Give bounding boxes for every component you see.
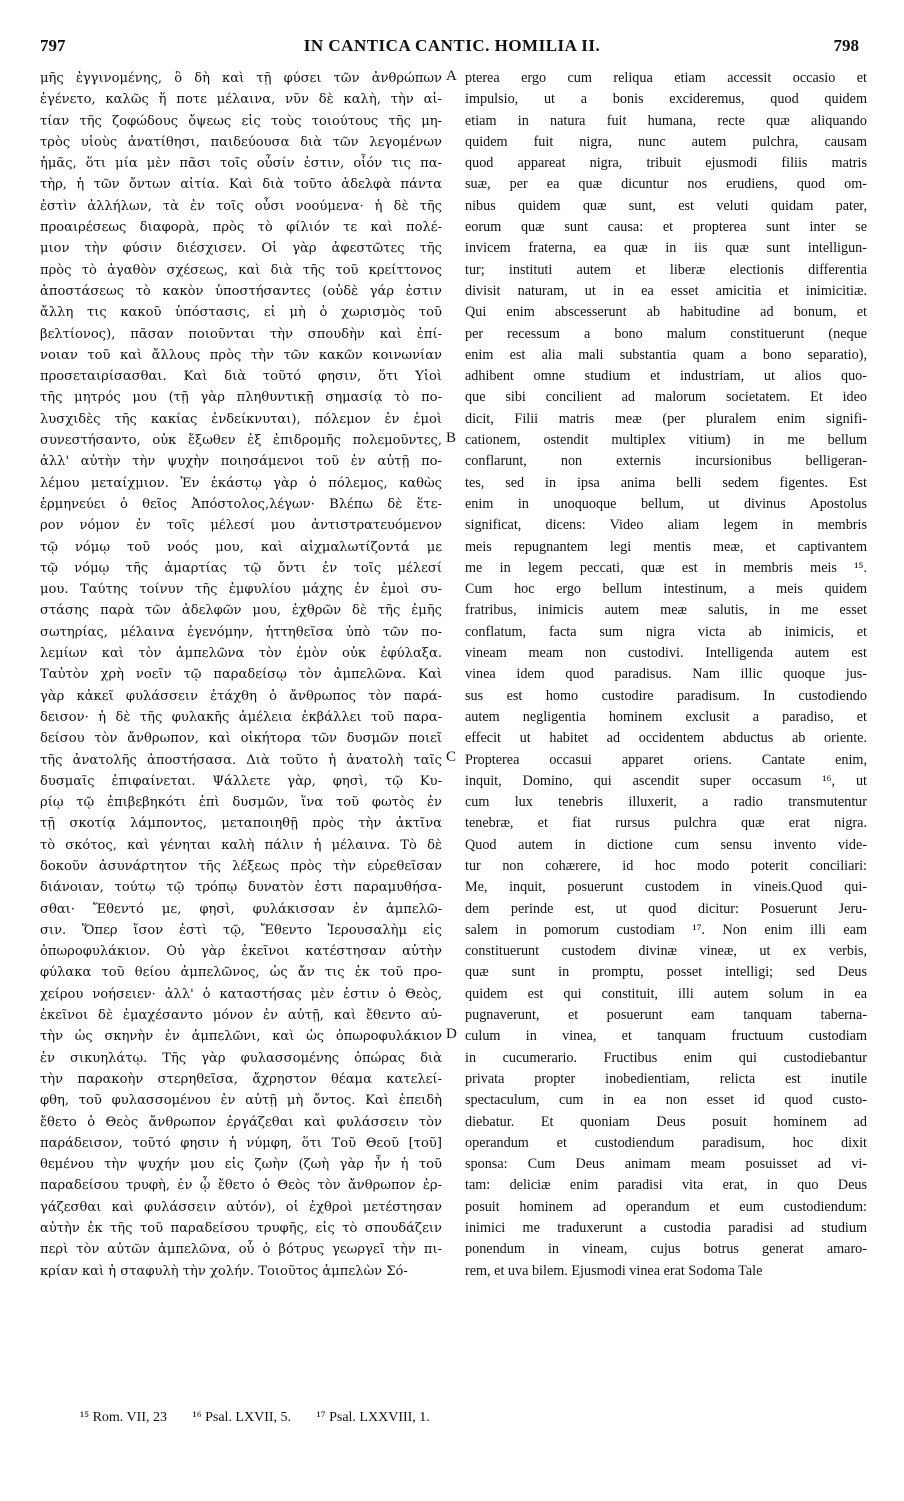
latin-text-line: quidem fuit nigra, nunc autem pulchra, causam: [465, 133, 867, 150]
greek-text-line: τὸ σκότος, καὶ γένηται καλὴ πάλιν ἡ μέλαινα. Τὸ δὲ: [40, 837, 442, 853]
latin-text-line: inquit, Domino, qui ascendit super occasum ¹⁶, ut: [465, 772, 867, 789]
latin-text-line: tes, sed in ipsa anima belli sedem figentes. Est: [465, 474, 867, 491]
greek-text-line: βελτίονος), πᾶσαν ποιοῦνται τὴν σπουδὴν καὶ ἐπί-: [40, 326, 442, 342]
greek-text-line: μου. Ταύτης τοίνυν τῆς ἐμφυλίου μάχης ἐν ἐμοὶ συ-: [40, 582, 442, 598]
footnote-16: ¹⁶ Psal. LXVII, 5.: [192, 1410, 292, 1425]
latin-text-line: enim in unoquoque bellum, ut divinus Apostolus: [465, 495, 867, 512]
greek-text-line: ἑρμηνεύει ὁ θεῖος Ἀπόστολος,λέγων· Βλέπω δὲ ἕτε-: [40, 496, 442, 512]
greek-text-line: διάνοιαν, τούτῳ τῷ τρόπῳ δυνατὸν ἐστι παραμυθήσα-: [40, 880, 442, 896]
latin-text-line: meis repugnantem legi mentis meæ, et captivantem: [465, 538, 867, 555]
latin-text-line: cationem, ostendit multiplex vitium) in me bellum: [465, 432, 867, 449]
greek-text-line: περὶ τὸν αὐτῶν ἀμπελῶνα, οὗ ὁ βότρυς γεωργεῖ τὴν πι-: [40, 1242, 442, 1258]
greek-text-line: σωτηρίας, μέλαινα ἐγενόμην, ἡττηθεῖσα ὑπὸ τῶν πο-: [40, 624, 442, 640]
greek-text-line: νοιαν τοῦ καὶ ἄλλους πρὸς τὴν τῶν κακῶν κοινωνίαν: [40, 347, 442, 363]
page-number-left: 797: [40, 36, 66, 55]
greek-text-line: δείσου τὸν ἄνθρωπον, καὶ οἰκήτορα τῶν δυσμῶν ποιεῖ: [40, 731, 442, 747]
greek-text-line: μῆς ἐγγινομένης, ὃ δὴ καὶ τῇ φύσει τῶν ἀνθρώπων: [40, 71, 442, 86]
footnote-17: ¹⁷ Psal. LXXVIII, 1.: [316, 1410, 430, 1425]
latin-text-line: diebatur. Et quoniam Deus posuit hominem ad: [465, 1113, 867, 1130]
latin-text-line: quidem est qui constituit, illi autem solum in ea: [465, 985, 867, 1002]
latin-text-line: Propterea occasui apparet oriens. Cantate enim,: [465, 751, 867, 768]
greek-text-line: χείρου νοήσειεν· ἀλλ' ὁ καταστήσας μὲν ἐστιν ὁ Θεὸς,: [40, 986, 442, 1002]
latin-text-line: vinea idem quod paradisus. Nam illic quoque jus-: [465, 666, 867, 683]
greek-text-line: τῆς μητρός μου (τῇ γὰρ πληθυντικῇ σημασίᾳ τὸ πο-: [40, 390, 442, 406]
greek-text-line: τῇ σκοτίᾳ λάμποντος, μεταποιηθῇ πρὸς τὴν ἀκτῖνα: [40, 816, 442, 832]
greek-text-line: φθη, τοῦ φυλασσομένου ἐν αὐτῇ μὴ ὄντος. Καὶ ἐπειδὴ: [40, 1093, 442, 1109]
latin-text-line: invicem fraterna, ea quæ in iis quæ sunt intelligun-: [465, 240, 867, 257]
latin-text-line: tur non cohærere, id hoc modo poterit conciliari:: [465, 857, 867, 874]
section-marker-d: D: [446, 1026, 457, 1042]
latin-text-line: Cum hoc ergo bellum intestinum, a meis quidem: [465, 581, 867, 598]
latin-text-line: que sibi concilient ad malorum societatem. Et ideo: [465, 389, 867, 406]
greek-text-line: τρὸς υἱοὺς ἀνατίθησι, παιδεύουσα διὰ τῶν λεγομένων: [40, 134, 442, 150]
greek-text-line: λεμίων καὶ τὸν ἀμπελῶνα τὸν ἐμὸν οὐκ ἐφύλαξα.: [40, 646, 442, 662]
latin-text-line: tur; instituti autem et liberæ electionis differentia: [465, 261, 867, 278]
greek-text-line: αὐτὴν ἐκ τῆς τοῦ παραδείσου τρυφῆς, εἰς τὸ σπουδάζειν: [40, 1221, 442, 1237]
greek-text-line: ρον νόμον ἐν τοῖς μέλεσί μου ἀντιστρατευόμενον: [40, 518, 442, 534]
running-title: IN CANTICA CANTIC. HOMILIA II.: [303, 36, 601, 55]
latin-text-line: conflarunt, non externis incursionibus belligeran-: [465, 453, 867, 470]
greek-text-line: τὴν παρακοὴν στερηθεῖσα, ἄχρηστον θέαμα κατελεί-: [40, 1071, 442, 1087]
greek-text-line: παράδεισον, τοῦτό φησιν ἡ νύμφη, ὅτι Τοῦ Θεοῦ [τοῦ]: [40, 1135, 442, 1151]
latin-text-line: fratribus, inimicis autem meæ salutis, in me esset: [465, 602, 867, 619]
greek-text-line: σιν. Ὅπερ ἴσον ἐστὶ τῷ, Ἔθεντο Ἰερουσαλὴμ εἰς: [40, 922, 442, 938]
greek-text-line: δεισον· ἡ δὲ τῆς φυλακῆς ἀμέλεια ἐκβάλλει τοῦ παρα-: [40, 709, 442, 725]
footnotes: [80, 1410, 452, 1426]
greek-text-line: Ταὐτὸν χρὴ νοεῖν τῷ παραδείσῳ τὸν ἀμπελῶνα. Καὶ: [40, 667, 442, 683]
greek-text-line: λυσχιδὲς τῆς κακίας ἐνδείκνυται), πόλεμον ἐν ἐμοὶ: [40, 411, 442, 427]
latin-text-line: sponsa: Cum Deus animam meam posuisset ad vi-: [465, 1156, 867, 1173]
page-number-right: 798: [833, 36, 859, 55]
latin-text-line: suæ, per ea quæ dicuntur nos erudiens, quod om-: [465, 176, 867, 193]
section-marker-b: B: [446, 430, 457, 446]
latin-text-line: dicit, Filii matris meæ (per pluralem enim signifi-: [465, 410, 867, 427]
greek-column: [40, 68, 442, 1282]
latin-text-line: per recessum a bono malum constituerunt (neque: [465, 325, 867, 342]
latin-text-line: conflatum, facta sum nigra victa ab inimicis, et: [465, 623, 867, 640]
greek-text-line: δοκοῦν ἀσυνάρτητον τῆς λέξεως πρὸς τὴν εὑρεθεῖσαν: [40, 858, 442, 874]
section-marker-c: C: [446, 749, 457, 765]
greek-text-line: προσεταιρίσασθαι. Καὶ διὰ τοῦτό φησιν, ὅτι Υἱοὶ: [40, 369, 442, 385]
latin-text-line: autem negligentia hominem exclusit a paradiso, et: [465, 708, 867, 725]
latin-text-line: quod appareat nigra, tribuit ejusmodi filiis matris: [465, 155, 867, 172]
latin-text-line: Quod autem in dictione cum sensu invento vide-: [465, 836, 867, 853]
greek-text-line: τὴν ὡς σκηνὴν ἐν ἀμπελῶνι, καὶ ὡς ὀπωροφυλάκιον: [40, 1029, 442, 1045]
greek-text-line: μιον τὴν φύσιν διέσχισεν. Οἱ γὰρ ἀφεστῶτες τῆς: [40, 241, 442, 257]
latin-text-line: in cucumerario. Fructibus enim qui custodiebantur: [465, 1049, 867, 1066]
greek-text-line: φύλακα τοῦ θείου ἀμπελῶνος, ὡς ἄν τις ἐκ τοῦ προ-: [40, 965, 442, 981]
latin-text-line: adhibent omne studium et industriam, ut alios quo-: [465, 368, 867, 385]
latin-text-line: enim est alia mali substantia quam a bono separatio),: [465, 346, 867, 363]
greek-text-line: δυσμαῖς ἐπιφαίνεται. Ψάλλετε γὰρ, φησὶ, τῷ Κυ-: [40, 773, 442, 789]
greek-text-line: παραδείσου τρυφὴ, ἐν ᾧ ἔθετο ὁ Θεὸς τὸν ἄνθρωπον ἐρ-: [40, 1178, 442, 1194]
greek-text-line: ἀποστάσεως τὸ κακὸν ὑποστήσαντες (οὐδὲ γάρ ἐστιν: [40, 283, 442, 299]
latin-text-line: privata propter inobedientiam, relicta est inutile: [465, 1070, 867, 1087]
latin-text-line: eorum quæ sunt causa: et propterea sunt inter se: [465, 219, 867, 236]
greek-text-line: τῷ νόμῳ τῆς ἁμαρτίας τῷ ὄντι ἐν τοῖς μέλεσί: [40, 560, 442, 576]
greek-text-line: ἄλλη τις κακοῦ ὑπόστασις, εἰ μὴ ὁ χωρισμὸς τοῦ: [40, 305, 442, 321]
latin-text-line: etiam in natura fuit humana, recte quæ aliquando: [465, 112, 867, 129]
greek-text-line: ὀπωροφυλάκιον. Οὐ γὰρ ἐκεῖνοι κατέστησαν αὐτὴν: [40, 944, 442, 960]
greek-text-line: τίαν τῆς ζοφώδους ὄψεως εἰς τοὺς τοιούτους τῆς μη-: [40, 113, 442, 129]
latin-text-line: operandum et custodiendum paradisum, hoc dixit: [465, 1134, 867, 1151]
greek-text-line: ἐν σικυηλάτῳ. Τῆς γὰρ φυλασσομένης ὀπώρας διὰ: [40, 1050, 442, 1066]
latin-text-line: significat, dicens: Video aliam legem in membris: [465, 517, 867, 534]
latin-text-line: me in legem peccati, quæ est in membris meis ¹⁵.: [465, 559, 867, 576]
latin-text-line: tam: deliciæ enim paradisi vita erat, in quo Deus: [465, 1177, 867, 1194]
latin-text-line: pugnaverunt, et posuerunt eam tanquam taberna-: [465, 1007, 867, 1024]
greek-text-line: προαιρέσεως διαφορὰ, πρὸς τὸ φίλιόν τε καὶ πολέ-: [40, 220, 442, 236]
latin-text-line: tenebræ, et fiat rursus pulchra quæ erat nigra.: [465, 815, 867, 832]
greek-text-line: τὴρ, ἡ τῶν ὄντων αἰτία. Καὶ διὰ τοῦτο ἀδελφὰ πάντα: [40, 177, 442, 193]
greek-text-line: ἐκεῖνοι δὲ ἐμαχέσαντο μόνον ἐν αὐτῇ, καὶ ἔθεντο αὐ-: [40, 1008, 442, 1024]
footnote-15: ¹⁵ Rom. VII, 23: [80, 1410, 167, 1425]
greek-text-line: πρὸς τὸ ἀγαθὸν σχέσεως, καὶ διὰ τῆς τοῦ κρείττονος: [40, 262, 442, 278]
greek-text-line: ἔθετο ὁ Θεὸς ἄνθρωπον ἐργάζεθαι καὶ φυλάσσειν τὸν: [40, 1114, 442, 1130]
greek-text-line: γάζεσθαι καὶ φυλάσσειν αὐτόν), οἱ ἐχθροὶ μετέστησαν: [40, 1199, 442, 1215]
latin-text-line: effecit ut habitet ad occidentem abductus ab oriente.: [465, 730, 867, 747]
greek-text-line: κρίαν καὶ ἡ σταφυλὴ τὴν χολήν. Τοιοῦτος ἀμπελὼν Σό-: [40, 1263, 408, 1279]
greek-text-line: γὰρ κἀκεῖ φυλάσσειν ἐτάχθη ὁ ἄνθρωπος τὸν παρά-: [40, 688, 442, 704]
greek-text-line: ρίῳ τῷ ἐπιβεβηκότι ἐπὶ δυσμῶν, ἵνα τοῦ φωτὸς ἐν: [40, 795, 442, 811]
greek-text-line: ἀλλ' αὐτὴν τὴν ψυχὴν ποιησάμενοι τοῦ ἐν αὐτῇ πο-: [40, 454, 442, 470]
latin-text-line: inimici me traduxerunt a custodia paradisi ad studium: [465, 1220, 867, 1237]
section-marker-a: A: [446, 68, 457, 84]
latin-text-line: rem, et uva bilem. Ejusmodi vinea erat Sodoma Tale: [465, 1262, 763, 1279]
running-header: [0, 32, 904, 58]
latin-text-line: pterea ergo cum reliqua etiam accessit occasio et: [465, 70, 867, 86]
latin-text-line: cum lux tenebris illuxerit, a radio transmutentur: [465, 794, 867, 811]
latin-text-line: constituerunt custodem divinæ vineæ, ut ex verbis,: [465, 943, 867, 960]
latin-text-line: quæ sunt in promptu, posset intelligi; sed Deus: [465, 964, 867, 981]
latin-text-line: dem perinde est, ut quod dicitur: Posuerunt Jeru-: [465, 900, 867, 917]
greek-text-line: ἐγένετο, καλῶς ἥ ποτε μέλαινα, νῦν δὲ καλὴ, τὴν αἰ-: [40, 92, 442, 108]
greek-text-line: συνεστήσαντο, οὐκ ἔξωθεν ἐξ ἐπιδρομῆς πολεμοῦντες,: [40, 433, 442, 449]
latin-text-line: Me, inquit, posuerunt custodem in vineis.Quod qui-: [465, 879, 867, 896]
latin-text-line: culum in vinea, et tanquam fructuum custodiam: [465, 1028, 867, 1045]
latin-column: [465, 68, 867, 1282]
latin-text-line: nibus quidem quæ sunt, est veluti quidam pater,: [465, 197, 867, 214]
greek-text-line: ἐστὶν ἀλλήλων, τὰ ἐν τοῖς οὖσι νοούμενα· ἡ δὲ τῆς: [40, 198, 442, 214]
latin-text-line: ponendum in vineam, cujus botrus generat amaro-: [465, 1241, 867, 1258]
greek-text-line: ἡμᾶς, ὅτι μία μὲν πᾶσι τοῖς οὖσίν ἐστιν, οἷόν τις πα-: [40, 156, 442, 172]
latin-text-line: impulsio, ut a bonis excideremus, quod quidem: [465, 91, 867, 108]
greek-text-line: τῆς ἀνατολῆς ἀποστήσασα. Διὰ τοῦτο ἡ ἀνατολὴ ταῖς: [40, 752, 442, 768]
greek-text-line: σθαι· Ἔθεντό με, φησὶ, φυλάκισσαν ἐν ἀμπελῶ-: [40, 901, 442, 917]
latin-text-line: salem in pomorum custodiam ¹⁷. Non enim illi eam: [465, 921, 867, 938]
latin-text-line: vineam meam non custodivi. Intelligenda autem est: [465, 645, 867, 662]
latin-text-line: sus est homo custodire paradisum. In custodiendo: [465, 687, 867, 704]
greek-text-line: θεμένου τὴν ψυχήν μου εἰς ζωὴν (ζωὴ γὰρ ἦν ἡ τοῦ: [40, 1157, 442, 1173]
latin-text-line: divisit naturam, ut in ea esset amicitia et inimicitiæ.: [465, 282, 867, 299]
greek-text-line: στάσης παρὰ τῶν ἀδελφῶν μου, ἐχθρῶν δὲ τῆς ἐμῆς: [40, 603, 442, 619]
greek-text-line: λέμου μεταίχμιον. Ἐν ἑκάστῳ γὰρ ὁ πόλεμος, καθὼς: [40, 475, 442, 491]
greek-text-line: τῷ νόμῳ τοῦ νοός μου, καὶ αἰχμαλωτίζοντά με: [40, 539, 442, 555]
latin-text-line: posuit hominem ad operandum et eum custodiendum:: [465, 1198, 867, 1215]
latin-text-line: spectaculum, cum in ea non esset id quod custo-: [465, 1092, 867, 1109]
latin-text-line: Qui enim abscesserunt ab habitudine ad bonum, et: [465, 304, 867, 321]
